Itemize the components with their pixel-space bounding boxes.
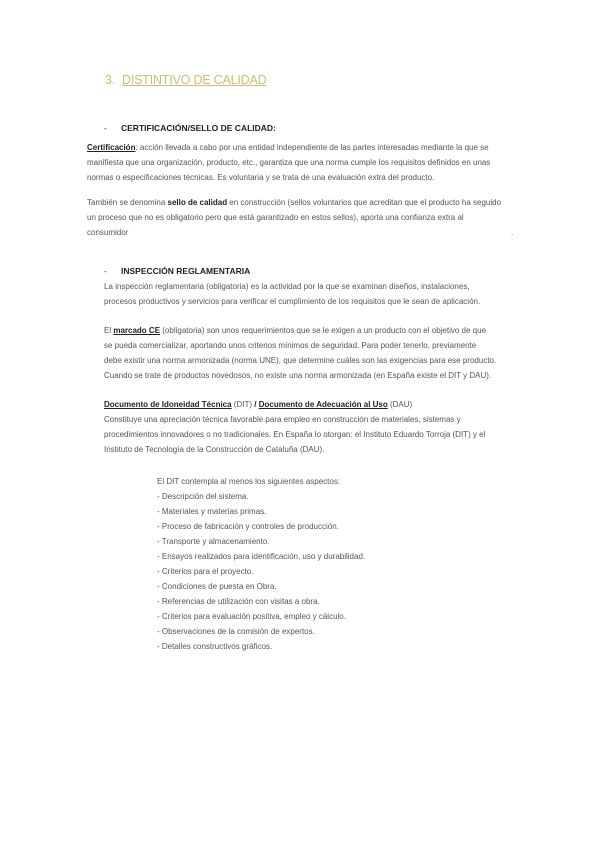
text-span: : acción llevada a cabo por una entidad independiente de las partes interesadas mediante la que se [135, 143, 489, 152]
term-dau: Documento de Adecuación al Uso [258, 400, 388, 409]
paragraph-inspeccion [104, 279, 480, 309]
text-span: (DAU) [387, 400, 413, 409]
text-line [104, 323, 496, 338]
text-span: El [104, 326, 114, 335]
term-marcado-ce: marcado CE [113, 326, 161, 335]
list-item: - Criterios para el proyecto. [157, 567, 254, 576]
text-line: procesos productivos y servicios para verificar el cumplimiento de los requisitos que le sean de aplicación. [104, 297, 481, 306]
bullet-dash: - [104, 266, 107, 276]
text-span: consumidor [87, 228, 129, 237]
list-item: - Transporte y almacenamiento. [157, 537, 270, 546]
list-item: - Proceso de fabricación y controles de producción. [157, 522, 339, 531]
text-line [87, 225, 515, 240]
text-span: (obligatoria) son unos requerimientos que se le exigen a un producto con el objetivo de que [160, 326, 487, 335]
text-line [104, 397, 485, 412]
list-item: - Materiales y materias primas. [157, 507, 267, 516]
bullet-dash: - [104, 123, 107, 133]
text-line: Constituye una apreciación técnica favorable para empleo en construcción de materiales, sistemas y [104, 415, 461, 424]
paragraph-certificacion [87, 140, 490, 185]
text-line: Instituto de Tecnología de la Construcción de Cataluña (DAU). [104, 445, 325, 454]
text-span: También se denomina [87, 198, 168, 207]
list-item: - Observaciones de la comisión de expertos. [157, 627, 315, 636]
text-line: La inspección reglamentaria (obligatoria) es la actividad por la que se examinan diseños, instalaciones, [104, 282, 470, 291]
subheading-inspeccion: INSPECCIÓN REGLAMENTARIA [121, 266, 251, 276]
list-item: - Descripción del sistema. [157, 492, 249, 501]
text-line: Cuando se trate de productos novedosos, no existe una norma armonizada (en España existe el DIT y DAU). [104, 371, 492, 380]
text-line: un proceso que no es obligatorio pero que está garantizado en estos sellos), aporta una confianza extra al [87, 213, 464, 222]
term-sello-calidad: sello de calidad [167, 198, 228, 207]
text-span: (DIT) [231, 400, 255, 409]
text-line: normas o especificaciones técnicas. Es voluntaria y se trata de una evaluación extra del producto. [87, 173, 435, 182]
section-title [105, 73, 266, 87]
term-dit: Documento de Idoneidad Técnica [104, 400, 232, 409]
list-item: - Criterios para evaluación positiva, empleo y cálculo. [157, 612, 346, 621]
text-span: en construcción (sellos voluntarios que acreditan que el producto ha seguido [227, 198, 502, 207]
section-number: 3. [105, 73, 116, 87]
text-line [87, 195, 515, 210]
text-line: se pueda comercializar, aportando unos criterios mínimos de seguridad. Para poder tenerlo, previamente [104, 341, 477, 350]
text-span: / [254, 400, 259, 409]
trailing-period: . [511, 228, 514, 237]
text-line [87, 140, 490, 155]
text-line: debe existir una norma armonizada (norma UNE), que determine cuáles son las exigencias para ese producto. [104, 356, 497, 365]
paragraph-sello [87, 195, 515, 240]
list-item: - Referencias de utilización con visitas a obra. [157, 597, 320, 606]
list-item: - Ensayos realizados para identificación, uso y durabilidad. [157, 552, 366, 561]
dit-aspects-list [157, 474, 365, 654]
list-item: - Detalles constructivos gráficos. [157, 642, 273, 651]
list-intro: El DIT contempla al menos los siguientes aspectos: [157, 477, 341, 486]
term-certificacion: Certificación [87, 143, 136, 152]
subheading-certificacion: CERTIFICACIÓN/SELLO DE CALIDAD: [121, 123, 276, 133]
paragraph-dit-dau [104, 397, 485, 457]
text-line: manifiesta que una organización, producto, etc., garantiza que una norma cumple los requisitos definidos en unas [87, 158, 491, 167]
paragraph-marcado-ce [104, 323, 496, 383]
section-title-text: DISTINTIVO DE CALIDAD [122, 73, 267, 87]
text-line: procedimientos innovadores o no tradicionales. En España lo otorgan: el Instituto Eduardo Torroja (DIT) y el [104, 430, 486, 439]
list-item: - Condiciones de puesta en Obra. [157, 582, 277, 591]
